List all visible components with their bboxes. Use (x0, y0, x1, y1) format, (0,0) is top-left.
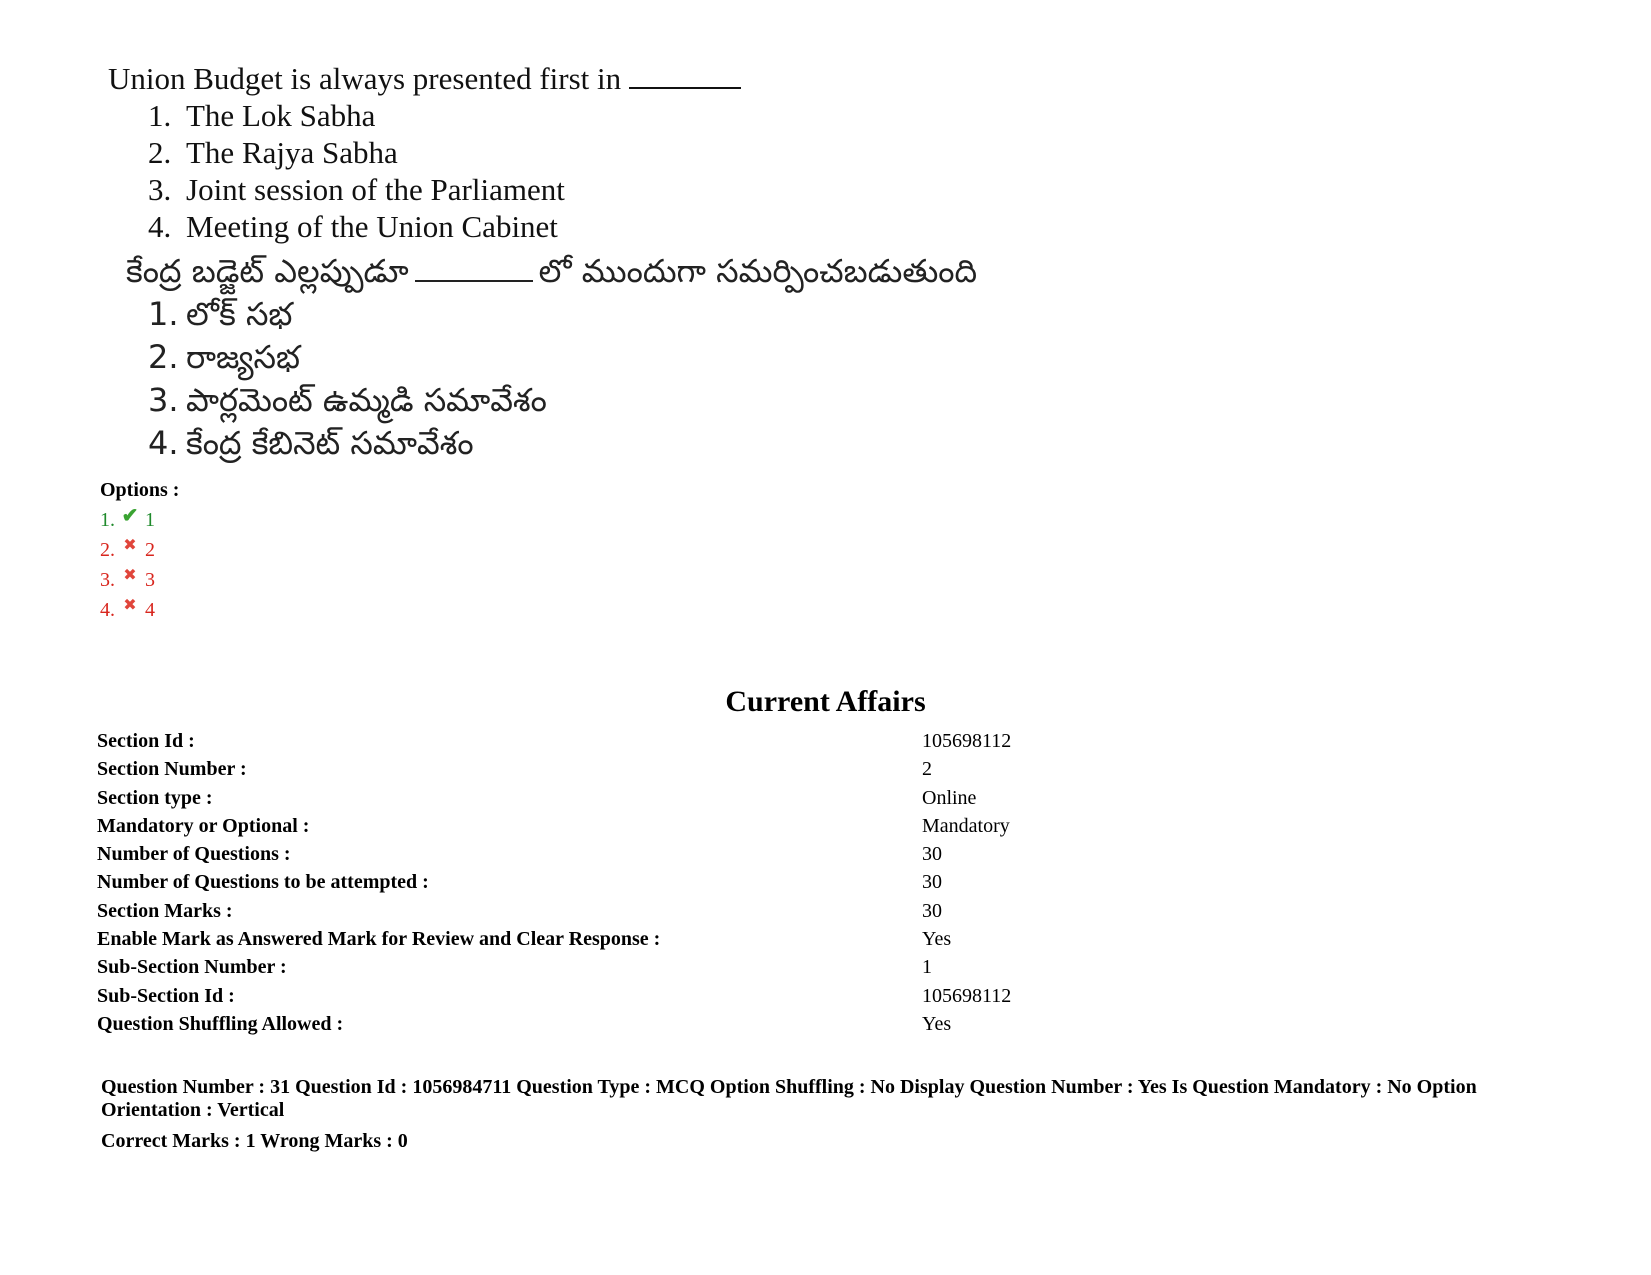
section-title: Current Affairs (725, 685, 926, 718)
next-question-meta: Question Number : 31 Question Id : 1056984711 Question Type : MCQ Option Shuffling : No Display Question Number : Yes Is Question Mandatory : No Option Orientation : Vertical (101, 1076, 1477, 1121)
section-row (97, 812, 1011, 840)
section-row-value: 30 (922, 843, 942, 866)
section-row-label: Section type : (97, 786, 213, 809)
option-item-english (148, 171, 977, 208)
section-row (97, 897, 1011, 925)
section-row-label: Sub-Section Number : (97, 956, 287, 979)
section-row (97, 727, 1011, 755)
cross-icon: ✖ (123, 567, 137, 584)
answer-option-4 (100, 595, 179, 625)
blank-line (629, 67, 741, 89)
option-number: 2. (148, 135, 172, 170)
option-item-english (148, 97, 977, 134)
option-text: Meeting of the Union Cabinet (186, 209, 558, 244)
option-list-telugu (108, 293, 977, 465)
check-icon: ✔ (121, 505, 139, 527)
option-item-english (148, 208, 977, 245)
question-stem-telugu-after: లో ముందుగా సమర్పించబడుతుంది (538, 252, 978, 290)
option-item-telugu (148, 379, 977, 422)
option-item-telugu (148, 422, 977, 465)
section-row-value: Yes (922, 928, 952, 951)
answer-option-number: 2. (100, 539, 115, 561)
section-row (97, 982, 1011, 1010)
section-row (97, 784, 1011, 812)
section-row-label: Number of Questions to be attempted : (97, 871, 429, 894)
answer-option-value: 1 (145, 509, 155, 531)
section-row-value: 105698112 (922, 730, 1012, 752)
question-stem-english: Union Budget is always presented first in (108, 61, 622, 96)
option-text: Joint session of the Parliament (186, 172, 565, 207)
option-item-telugu (148, 293, 977, 336)
answer-option-value: 4 (145, 599, 155, 621)
section-row (97, 1010, 1011, 1038)
option-number: 4. (148, 424, 179, 462)
section-row (97, 953, 1011, 981)
question-text-english (108, 60, 977, 97)
option-item-telugu (148, 336, 977, 379)
section-row-label: Section Number : (97, 758, 247, 781)
option-number: 3. (148, 172, 172, 207)
section-row-label: Sub-Section Id : (97, 984, 235, 1007)
section-row-label: Section Marks : (97, 899, 233, 922)
option-text: The Rajya Sabha (186, 135, 398, 170)
section-row-label: Question Shuffling Allowed : (97, 1012, 344, 1035)
option-number: 1. (148, 98, 172, 133)
section-row-value: 2 (922, 758, 932, 781)
section-row-value: Yes (922, 1012, 952, 1035)
next-question-marks: Correct Marks : 1 Wrong Marks : 0 (101, 1130, 408, 1152)
section-row-value: 105698112 (922, 984, 1012, 1007)
section-row-value: Mandatory (922, 814, 1010, 837)
option-text: కేంద్ర కేబినెట్ సమావేశం (186, 424, 474, 462)
cross-icon: ✖ (123, 597, 137, 614)
section-row (97, 925, 1011, 953)
section-row-label: Mandatory or Optional : (97, 814, 310, 837)
section-row-value: 1 (922, 956, 932, 979)
section-row-value: 30 (922, 899, 942, 922)
section-row-label: Enable Mark as Answered Mark for Review and Clear Response : (97, 928, 661, 951)
option-number: 2. (148, 338, 179, 376)
answer-option-number: 3. (100, 569, 115, 591)
option-text: రాజ్యసభ (186, 338, 300, 376)
answer-option-number: 4. (100, 599, 115, 621)
option-list-english (108, 97, 977, 245)
section-row-label: Section Id : (97, 730, 195, 752)
question-text-telugu (126, 249, 977, 293)
option-number: 3. (148, 381, 179, 419)
section-row (97, 868, 1011, 896)
section-row-value: Online (922, 786, 977, 809)
blank-line (415, 260, 533, 282)
question-block (108, 60, 977, 465)
answer-option-value: 3 (145, 569, 155, 591)
option-text: పార్లమెంట్ ఉమ్మడి సమావేశం (186, 381, 547, 419)
section-row-value: 30 (922, 871, 942, 894)
section-row (97, 755, 1011, 783)
answer-option-value: 2 (145, 539, 155, 561)
question-stem-telugu-before: కేంద్ర బడ్జెట్ ఎల్లప్పుడూ (126, 252, 409, 290)
option-number: 1. (148, 295, 179, 333)
option-text: The Lok Sabha (186, 98, 376, 133)
answer-option-number: 1. (100, 509, 115, 531)
section-info-table (97, 727, 1011, 1038)
section-row-label: Number of Questions : (97, 843, 291, 866)
options-title: Options : (100, 479, 180, 501)
option-text: లోక్ సభ (186, 295, 293, 333)
cross-icon: ✖ (123, 537, 137, 554)
option-number: 4. (148, 209, 172, 244)
answer-options (100, 475, 179, 625)
section-row (97, 840, 1011, 868)
option-item-english (148, 134, 977, 171)
